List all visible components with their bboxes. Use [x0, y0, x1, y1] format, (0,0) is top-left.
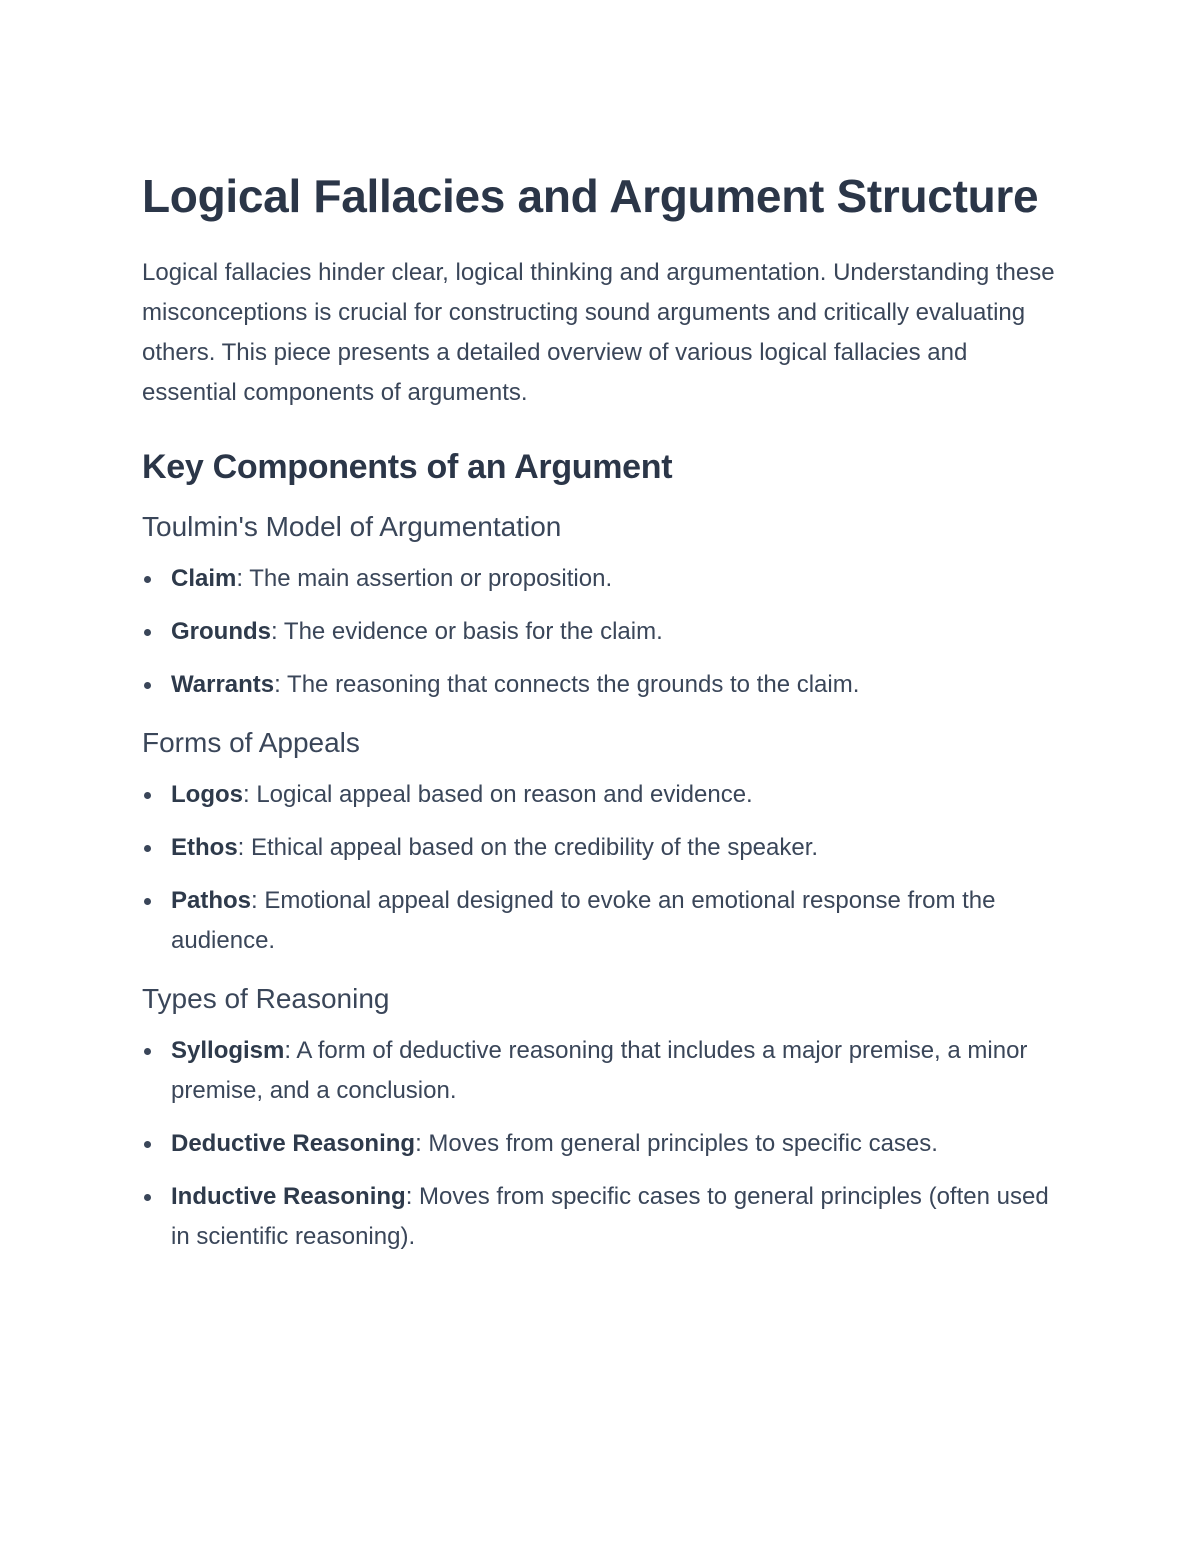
list-item [142, 665, 1062, 705]
list-item [142, 1177, 1062, 1257]
subsection-heading-toulmin: Toulmin's Model of Argumentation [142, 511, 562, 542]
list-item-text: : A form of deductive reasoning that includes a major premise, a minor premise, and a conclusion. [171, 1037, 1028, 1104]
list-item [142, 1124, 1062, 1164]
bullet-icon [144, 845, 151, 852]
list-item-text: : Emotional appeal designed to evoke an emotional response from the audience. [171, 887, 996, 954]
list-item [142, 881, 1062, 961]
list-item-term: Grounds [171, 618, 271, 645]
bullet-icon [144, 1048, 151, 1055]
list-item [142, 559, 1062, 599]
list-item-text: : The main assertion or proposition. [236, 565, 613, 592]
bullet-icon [144, 1141, 151, 1148]
reasoning-list [142, 1031, 1062, 1257]
list-item-term: Deductive Reasoning [171, 1130, 416, 1157]
list-item [142, 828, 1062, 868]
list-item-term: Inductive Reasoning [171, 1183, 406, 1210]
subsection-heading-appeals: Forms of Appeals [142, 727, 360, 758]
list-item-text: : Moves from specific cases to general principles (often used in scientific reasoning). [171, 1183, 1049, 1250]
list-item [142, 612, 1062, 652]
appeals-list [142, 775, 1062, 961]
toulmin-list [142, 559, 1062, 705]
list-item-text: : The reasoning that connects the grounds to the claim. [274, 671, 860, 698]
list-item [142, 775, 1062, 815]
list-item-text: : Ethical appeal based on the credibility of the speaker. [237, 834, 819, 861]
list-item-text: : Logical appeal based on reason and evidence. [243, 781, 753, 808]
bullet-icon [144, 682, 151, 689]
subsection-heading-reasoning: Types of Reasoning [142, 983, 390, 1014]
list-item-term: Ethos [171, 834, 238, 861]
bullet-icon [144, 576, 151, 583]
bullet-icon [144, 898, 151, 905]
list-item-text: : The evidence or basis for the claim. [271, 618, 663, 645]
list-item-text: : Moves from general principles to specific cases. [415, 1130, 938, 1157]
page-title: Logical Fallacies and Argument Structure [142, 170, 1039, 222]
document-page [142, 165, 1062, 1257]
section-heading: Key Components of an Argument [142, 448, 673, 486]
list-item [142, 1031, 1062, 1111]
list-item-term: Claim [171, 565, 237, 592]
list-item-term: Pathos [171, 887, 252, 914]
bullet-icon [144, 629, 151, 636]
bullet-icon [144, 792, 151, 799]
list-item-term: Syllogism [171, 1037, 285, 1064]
intro-paragraph: Logical fallacies hinder clear, logical thinking and argumentation. Understanding these misconceptions is crucial for constructing sound arguments and critically evaluating others. This piece presents a detailed overview of various logical fallacies and essential components of arguments. [142, 259, 1055, 406]
list-item-term: Logos [171, 781, 243, 808]
bullet-icon [144, 1194, 151, 1201]
list-item-term: Warrants [171, 671, 275, 698]
